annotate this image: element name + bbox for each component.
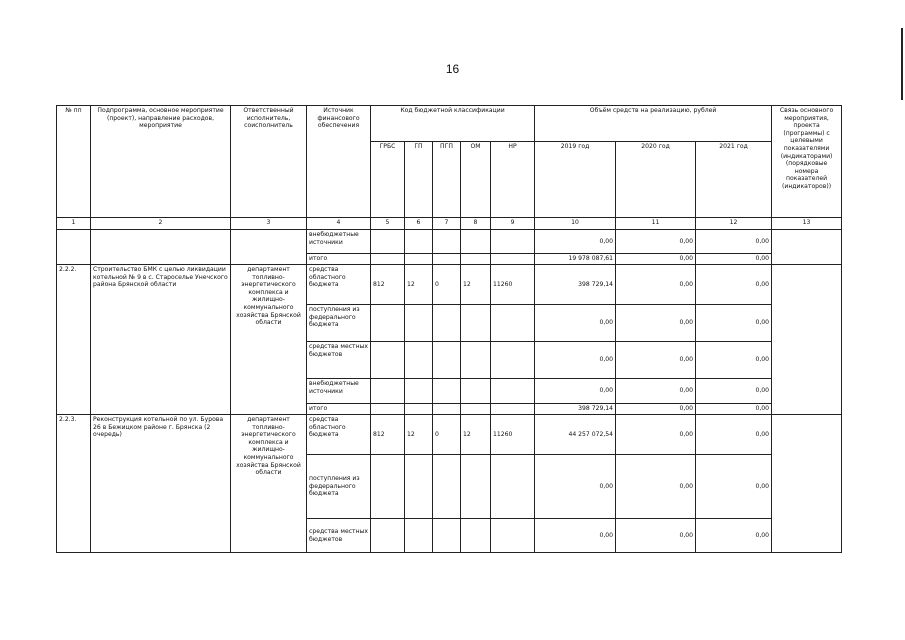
col-number: 5 [371, 218, 405, 230]
om-cell: 12 [461, 265, 491, 305]
value-2019: 0,00 [535, 455, 616, 519]
gp-cell: 12 [405, 415, 433, 455]
header-source: Источник финансового обеспечения [307, 106, 371, 218]
header-2021: 2021 год [696, 142, 772, 218]
header-num: № пп [57, 106, 91, 218]
source-cell: внебюджетные источники [307, 379, 371, 404]
grbs-cell: 812 [371, 265, 405, 305]
om-cell: 12 [461, 415, 491, 455]
col-number: 2 [91, 218, 231, 230]
header-om: ОМ [461, 142, 491, 218]
value-2020: 0,00 [616, 519, 696, 553]
value-2021: 0,00 [696, 305, 772, 342]
item-number: 2.2.3. [57, 415, 91, 553]
value-2020: 0,00 [616, 342, 696, 379]
header-subprogram: Подпрограмма, основное мероприятие (проект), направление расходов, мероприятие [91, 106, 231, 218]
table-row [57, 415, 842, 455]
col-number: 12 [696, 218, 772, 230]
gp-cell: 12 [405, 265, 433, 305]
value-2019: 0,00 [535, 342, 616, 379]
source-cell: средства областного бюджета [307, 415, 371, 455]
value-2021: 0,00 [696, 265, 772, 305]
col-number: 7 [433, 218, 461, 230]
col-number: 10 [535, 218, 616, 230]
value-2019: 44 257 072,54 [535, 415, 616, 455]
value-2020: 0,00 [616, 305, 696, 342]
table-row [57, 265, 842, 305]
header-2020: 2020 год [616, 142, 696, 218]
value-2020: 0,00 [616, 404, 696, 415]
header-row [57, 106, 842, 142]
grbs-cell: 812 [371, 415, 405, 455]
value-2019: 398 729,14 [535, 265, 616, 305]
header-pgp: ПГП [433, 142, 461, 218]
source-cell: поступления из федерального бюджета [307, 455, 371, 519]
col-number: 11 [616, 218, 696, 230]
value-2021: 0,00 [696, 254, 772, 265]
value-2021: 0,00 [696, 415, 772, 455]
col-number: 9 [491, 218, 535, 230]
scan-edge-line [901, 28, 903, 100]
col-number: 6 [405, 218, 433, 230]
value-2021: 0,00 [696, 404, 772, 415]
header-link: Связь основного мероприятия, проекта (программы) с целевыми показателями (индикаторами) (порядковые номера показателей (индикаторов)) [772, 106, 842, 218]
value-2020: 0,00 [616, 455, 696, 519]
col-number: 1 [57, 218, 91, 230]
table-row [57, 230, 842, 254]
nr-cell: 11260 [491, 415, 535, 455]
col-number: 8 [461, 218, 491, 230]
value-2021: 0,00 [696, 342, 772, 379]
item-executor: департамент топливно-энергетического комплекса и жилищно-коммунального хозяйства Брянской области [231, 265, 307, 415]
header-gp: ГП [405, 142, 433, 218]
source-cell: итого [307, 254, 371, 265]
page-number: 16 [445, 62, 460, 76]
item-number: 2.2.2. [57, 265, 91, 415]
header-funds: Объём средств на реализацию, рублей [535, 106, 772, 142]
value-2019: 0,00 [535, 379, 616, 404]
item-title: Реконструкция котельной по ул. Бурова 26 в Бежицком районе г. Брянска (2 очередь) [91, 415, 231, 553]
pgp-cell: 0 [433, 265, 461, 305]
col-number: 4 [307, 218, 371, 230]
budget-table [56, 105, 842, 553]
value-2020: 0,00 [616, 230, 696, 254]
item-title: Строительство БМК с целью ликвидации котельной № 9 в с. Староселье Унечского района Брянской области [91, 265, 231, 415]
value-2021: 0,00 [696, 455, 772, 519]
col-number: 3 [231, 218, 307, 230]
value-2021: 0,00 [696, 379, 772, 404]
header-budget-code: Код бюджетной классификации [371, 106, 535, 142]
value-2019: 0,00 [535, 305, 616, 342]
value-2019: 0,00 [535, 230, 616, 254]
value-2021: 0,00 [696, 519, 772, 553]
source-cell: поступления из федерального бюджета [307, 305, 371, 342]
source-cell: средства местных бюджетов [307, 519, 371, 553]
pgp-cell: 0 [433, 415, 461, 455]
value-2020: 0,00 [616, 415, 696, 455]
value-2021: 0,00 [696, 230, 772, 254]
value-2019: 0,00 [535, 519, 616, 553]
value-2020: 0,00 [616, 265, 696, 305]
header-grbs: ГРБС [371, 142, 405, 218]
source-cell: средства областного бюджета [307, 265, 371, 305]
header-2019: 2019 год [535, 142, 616, 218]
column-number-row [57, 218, 842, 230]
item-executor: департамент топливно-энергетического комплекса и жилищно-коммунального хозяйства Брянской области [231, 415, 307, 553]
value-2020: 0,00 [616, 254, 696, 265]
value-2020: 0,00 [616, 379, 696, 404]
header-executor: Ответственный исполнитель, соисполнитель [231, 106, 307, 218]
value-2019: 398 729,14 [535, 404, 616, 415]
source-cell: средства местных бюджетов [307, 342, 371, 379]
value-2019: 19 978 087,61 [535, 254, 616, 265]
header-nr: НР [491, 142, 535, 218]
col-number: 13 [772, 218, 842, 230]
source-cell: итого [307, 404, 371, 415]
nr-cell: 11260 [491, 265, 535, 305]
source-cell: внебюджетные источники [307, 230, 371, 254]
